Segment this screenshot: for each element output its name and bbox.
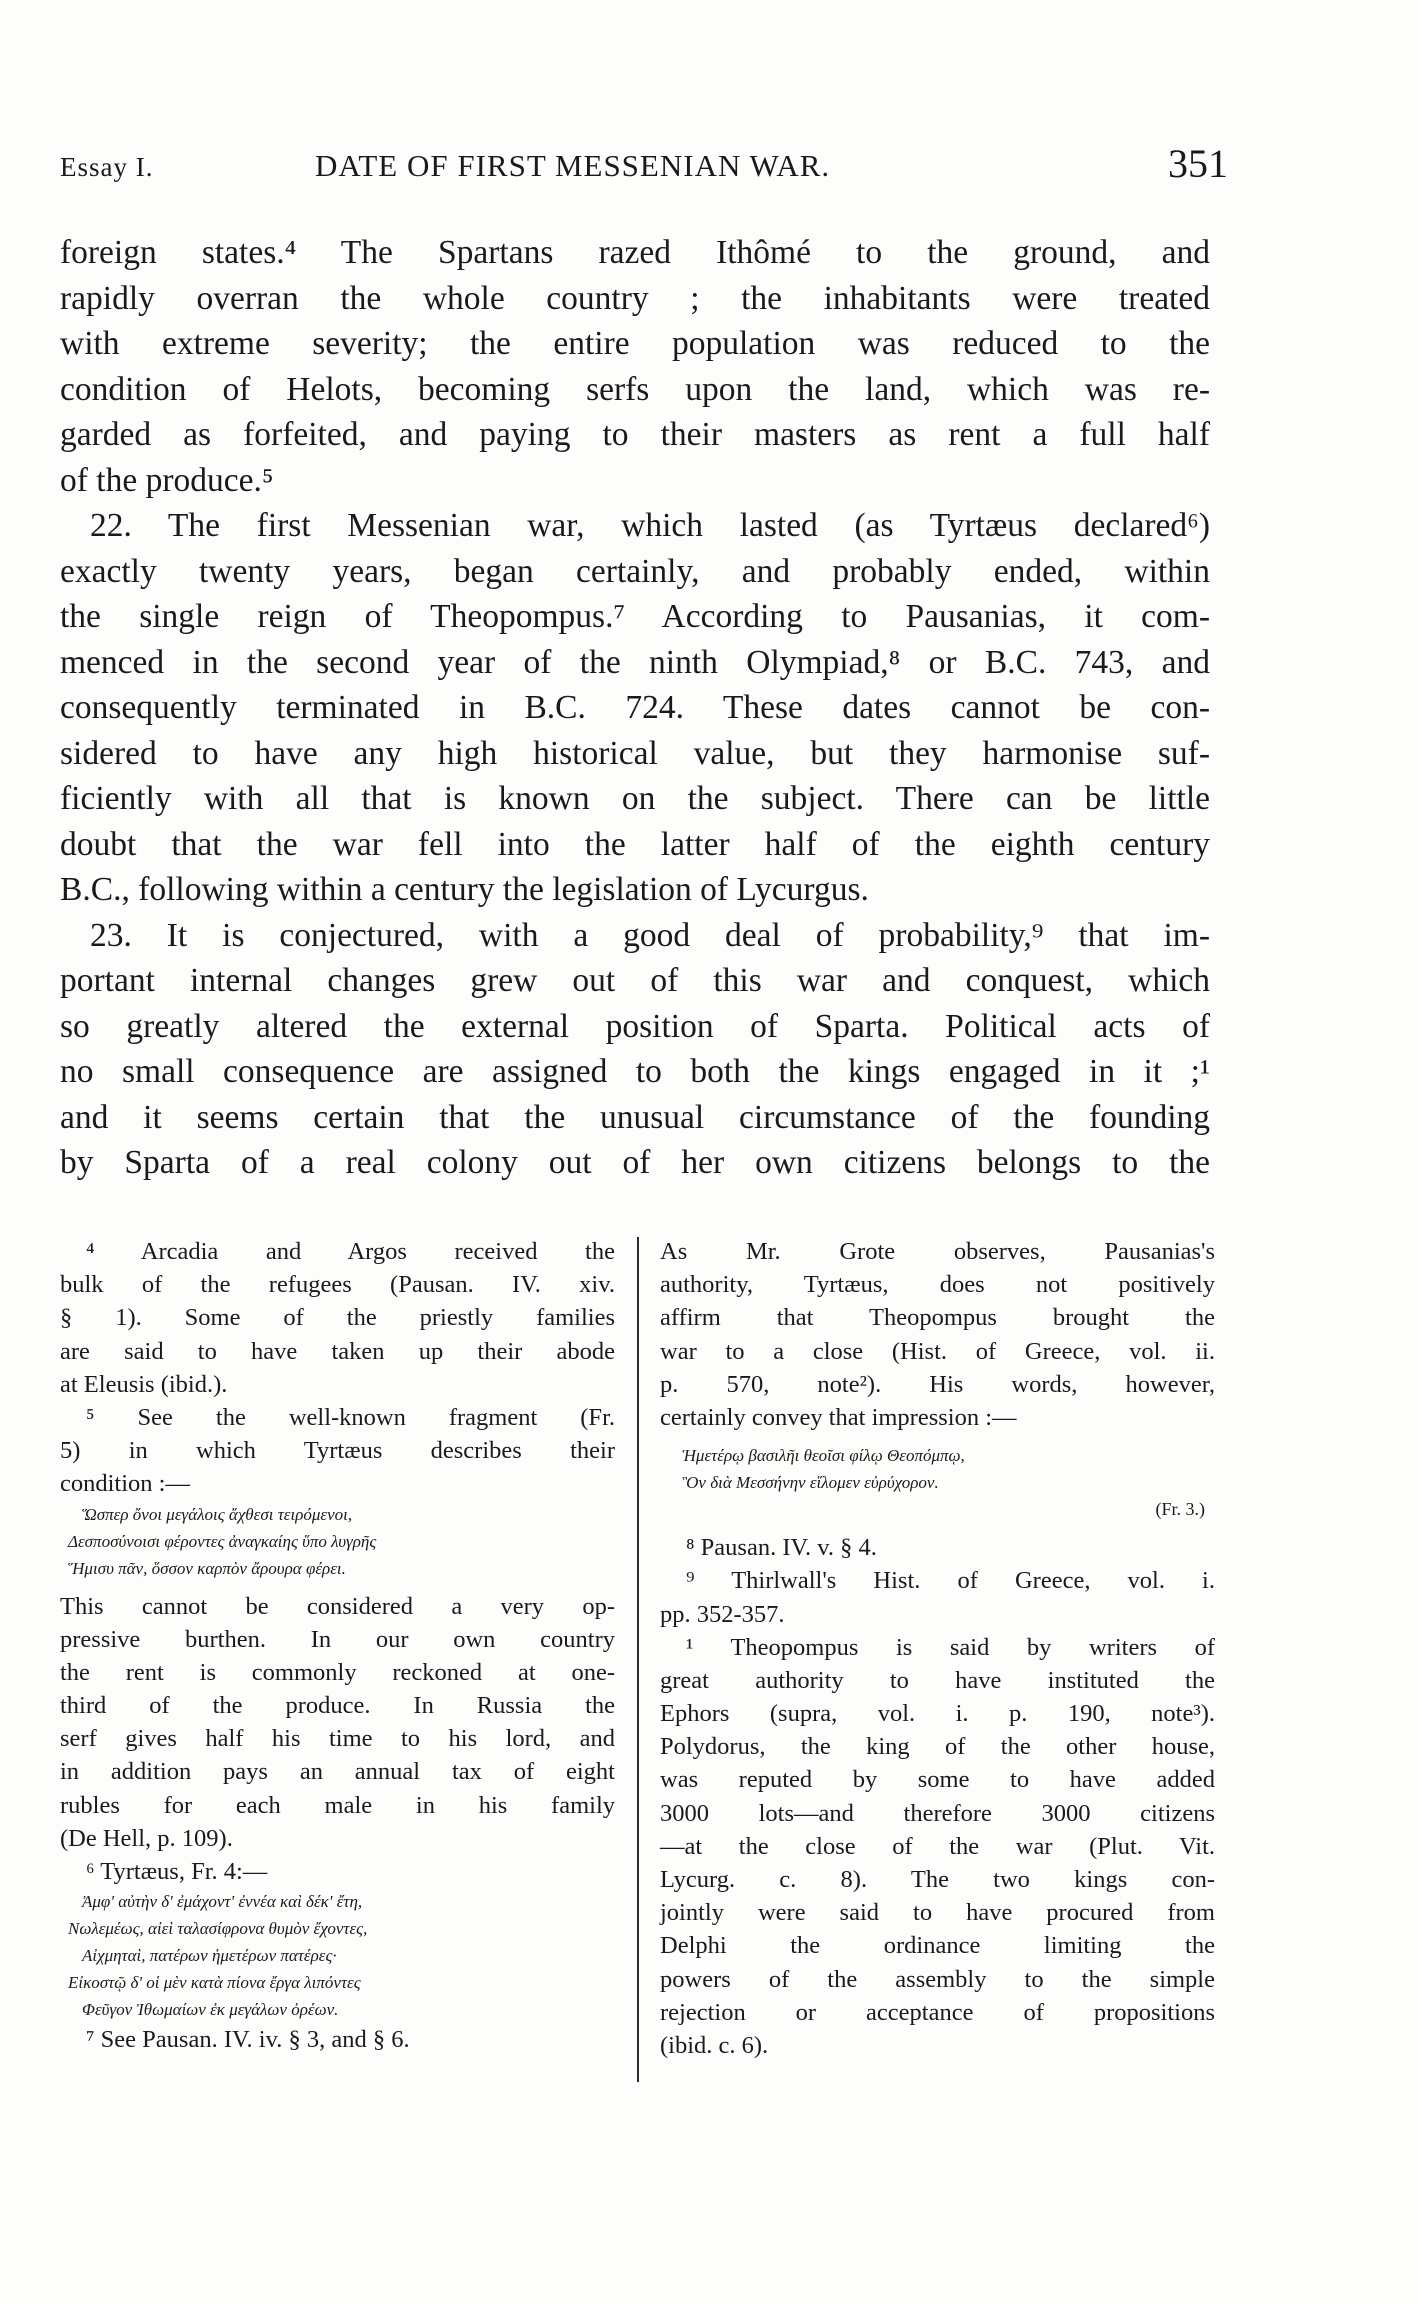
greek-verse: Εἰκοστῷ δ' οἱ μὲν κατὰ πίονα ἔργα λιπόντες <box>68 1973 361 1993</box>
body-line: of the produce.⁵ <box>60 461 274 499</box>
greek-verse: Ἥμισυ πᾶν, ὅσσον καρπὸν ἄρουρα φέρει. <box>68 1558 346 1578</box>
footnote-line: authority, Tyrtæus, does not positively <box>660 1271 1215 1299</box>
footnote-line: rubles for each male in his family <box>60 1791 615 1819</box>
footnote-line: 5) in which Tyrtæus describes their <box>60 1437 615 1465</box>
body-line: consequently terminated in B.C. 724. These dates cannot be con- <box>60 689 1210 726</box>
greek-verse: Φεῦγον Ἰθωμαίων ἐκ μεγάλων ὀρέων. <box>82 2000 339 2020</box>
footnote-8: ⁸ Pausan. IV. v. § 4. <box>686 1534 877 1562</box>
footnote-line: bulk of the refugees (Pausan. IV. xiv. <box>60 1271 615 1299</box>
footnote-line: certainly convey that impression :— <box>660 1403 1017 1431</box>
footnote-line: (ibid. c. 6). <box>660 2031 769 2059</box>
column-divider <box>637 1237 639 2082</box>
footnotes-right-column <box>660 1235 1215 2062</box>
greek-verse: Ἡμετέρῳ βασιλῆι θεοῖσι φίλῳ Θεοπόμπῳ, <box>682 1446 965 1466</box>
footnote-line: § 1). Some of the priestly families <box>60 1304 615 1332</box>
footnote-line: the rent is commonly reckoned at one- <box>60 1658 615 1686</box>
footnote-line: Polydorus, the king of the other house, <box>660 1733 1215 1761</box>
footnote-line: affirm that Theopompus brought the <box>660 1304 1215 1332</box>
greek-verse: Ὥσπερ ὄνοι μεγάλοις ἄχθεσι τειρόμενοι, <box>82 1504 353 1524</box>
body-line: with extreme severity; the entire population was reduced to the <box>60 325 1210 362</box>
footnote-line: rejection or acceptance of propositions <box>660 1998 1215 2026</box>
footnote-line: in addition pays an annual tax of eight <box>60 1758 615 1786</box>
body-line: garded as forfeited, and paying to their masters as rent a full half <box>60 416 1210 453</box>
body-line: no small consequence are assigned to both the kings engaged in it ;¹ <box>60 1053 1210 1090</box>
body-line: rapidly overran the whole country ; the inhabitants were treated <box>60 279 1210 317</box>
body-line: by Sparta of a real colony out of her own citizens belongs to the <box>60 1144 1210 1181</box>
header-title: DATE OF FIRST MESSENIAN WAR. <box>315 148 831 183</box>
footnote-line: jointly were said to have procured from <box>660 1899 1215 1927</box>
footnotes <box>60 1235 1215 2095</box>
paragraph-22-start: 22. The first Messenian war, which lasted (as Tyrtæus declared⁶) <box>90 507 1210 544</box>
greek-verse: Ὃν διὰ Μεσσήνην εἵλομεν εὐρύχορον. <box>682 1473 939 1493</box>
body-line: doubt that the war fell into the latter half of the eighth century <box>60 825 1210 863</box>
body-line: sidered to have any high historical value, but they harmonise suf- <box>60 734 1210 772</box>
footnote-1: ¹ Theopompus is said by writers of <box>686 1633 1215 1661</box>
footnote-line: (De Hell, p. 109). <box>60 1824 233 1852</box>
footnote-line: As Mr. Grote observes, Pausanias's <box>660 1238 1215 1265</box>
footnote-line: Lycurg. c. 8). The two kings con- <box>660 1866 1215 1893</box>
footnote-line: great authority to have instituted the <box>660 1666 1215 1694</box>
main-text <box>60 230 1210 1186</box>
footnote-line: Delphi the ordinance limiting the <box>660 1932 1215 1960</box>
body-line: foreign states.⁴ The Spartans razed Ithômé to the ground, and <box>60 234 1210 271</box>
footnote-line: at Eleusis (ibid.). <box>60 1370 228 1398</box>
greek-verse: Αἰχμηταὶ, πατέρων ἡμετέρων πατέρες· <box>82 1946 337 1966</box>
footnote-line: 3000 lots—and therefore 3000 citizens <box>660 1799 1215 1827</box>
footnote-line: serf gives half his time to his lord, and <box>60 1725 615 1753</box>
greek-verse-reference: (Fr. 3.) <box>1155 1499 1205 1520</box>
footnote-4: ⁴ Arcadia and Argos received the <box>86 1238 615 1265</box>
header-essay-label: Essay I. <box>60 152 154 182</box>
footnote-line: This cannot be considered a very op- <box>60 1592 615 1620</box>
body-line: B.C., following within a century the legislation of Lycurgus. <box>60 871 869 908</box>
body-line: so greatly altered the external position of Sparta. Political acts of <box>60 1007 1210 1045</box>
footnote-7: ⁷ See Pausan. IV. iv. § 3, and § 6. <box>86 2026 410 2054</box>
footnote-line: —at the close of the war (Plut. Vit. <box>660 1832 1215 1860</box>
footnote-line: p. 570, note²). His words, however, <box>660 1370 1215 1398</box>
footnote-line: powers of the assembly to the simple <box>660 1965 1215 1993</box>
body-line: and it seems certain that the unusual circumstance of the founding <box>60 1098 1210 1136</box>
footnote-line: condition :— <box>60 1470 190 1498</box>
footnotes-left-column <box>60 1235 615 2056</box>
footnote-line: are said to have taken up their abode <box>60 1337 615 1365</box>
footnote-line: third of the produce. In Russia the <box>60 1692 615 1720</box>
greek-verse: Δεσποσύνοισι φέροντες ἀναγκαίης ὕπο λυγρῆς <box>68 1531 377 1551</box>
paragraph-23-start: 23. It is conjectured, with a good deal of probability,⁹ that im- <box>90 916 1210 954</box>
footnote-line: pp. 352-357. <box>660 1600 785 1628</box>
footnote-9: ⁹ Thirlwall's Hist. of Greece, vol. i. <box>686 1567 1215 1595</box>
body-line: the single reign of Theopompus.⁷ According to Pausanias, it com- <box>60 598 1210 635</box>
footnote-line: was reputed by some to have added <box>660 1766 1215 1794</box>
footnote-line: pressive burthen. In our own country <box>60 1625 615 1653</box>
footnote-5: ⁵ See the well-known fragment (Fr. <box>86 1403 615 1431</box>
running-header <box>60 140 1228 200</box>
body-line: menced in the second year of the ninth Olympiad,⁸ or B.C. 743, and <box>60 643 1210 681</box>
greek-verse: Ἀμφ' αὐτὴν δ' ἐμάχοντ' ἐννέα καὶ δέκ' ἔτη, <box>82 1892 363 1912</box>
body-line: portant internal changes grew out of this war and conquest, which <box>60 962 1210 999</box>
footnote-line: Ephors (supra, vol. i. p. 190, note³). <box>660 1700 1215 1728</box>
greek-verse: Νωλεμέως, αἰεὶ ταλασίφρονα θυμὸν ἔχοντες, <box>68 1919 368 1939</box>
body-line: exactly twenty years, began certainly, and probably ended, within <box>60 552 1210 590</box>
footnote-line: war to a close (Hist. of Greece, vol. ii. <box>660 1337 1215 1365</box>
body-line: condition of Helots, becoming serfs upon the land, which was re- <box>60 370 1210 408</box>
page-number: 351 <box>1168 141 1228 186</box>
footnote-6: ⁶ Tyrtæus, Fr. 4:— <box>86 1858 268 1885</box>
body-line: ficiently with all that is known on the subject. There can be little <box>60 780 1210 817</box>
